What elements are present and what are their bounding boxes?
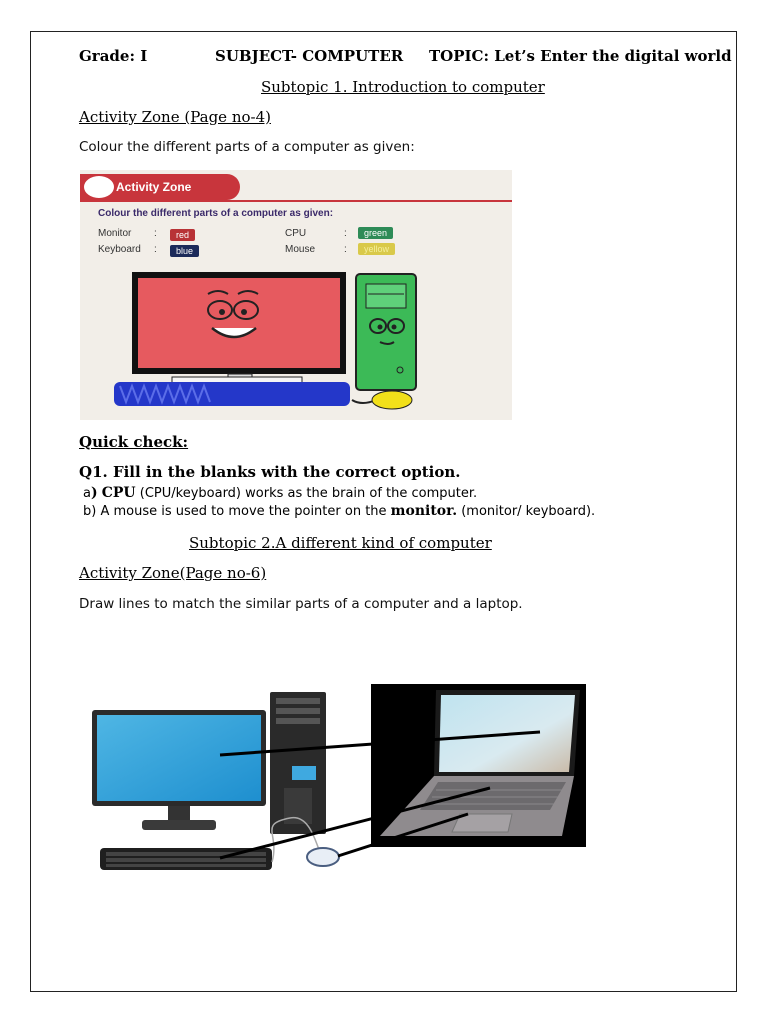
q1a-prefix: a — [83, 486, 91, 501]
topic-label: TOPIC: Let’s Enter the digital world — [429, 47, 732, 65]
grade-label: Grade: I — [79, 47, 148, 65]
q1b-rest: (monitor/ keyboard). — [457, 504, 596, 519]
activity1-instruction: Colour the different parts of a computer as given: — [79, 139, 415, 155]
cpu-drive-bay — [366, 284, 406, 308]
legend-monitor-chip: red — [170, 229, 195, 241]
q1b-prefix: b) A mouse is used to move the pointer on the — [83, 504, 391, 519]
legend-keyboard-chip: blue — [170, 245, 199, 257]
legend-keyboard-label: Keyboard — [98, 244, 141, 255]
activity-zone-photo — [80, 170, 512, 420]
tower-display — [292, 766, 316, 780]
tower-drive-2 — [276, 708, 320, 714]
subtopic1-title: Subtopic 1. Introduction to computer — [261, 78, 545, 96]
q1-question: Q1. Fill in the blanks with the correct option. — [79, 463, 461, 481]
q1a-rest: (CPU/keyboard) works as the brain of the computer. — [135, 486, 478, 501]
desktop-monitor-base — [142, 820, 216, 830]
activity2-instruction: Draw lines to match the similar parts of a computer and a laptop. — [79, 596, 523, 612]
cpu-pupil-left — [378, 325, 383, 330]
q1b-answer: monitor. — [390, 503, 458, 519]
q1a-bracket: ) — [90, 485, 98, 501]
subtopic2-title: Subtopic 2.A different kind of computer — [189, 534, 492, 552]
monitor-pupil-right — [241, 309, 247, 315]
legend-cpu-label: CPU — [285, 228, 307, 239]
legend-cpu-chip: green — [358, 227, 393, 239]
activity-zone-banner: Activity Zone — [80, 174, 240, 200]
coloured-computer-drawing — [80, 170, 512, 420]
legend-mouse-label: Mouse — [285, 244, 316, 255]
activity-zone1-title: Activity Zone (Page no-4) — [79, 108, 271, 126]
desktop-mouse — [307, 848, 339, 866]
quick-check-title: Quick check: — [79, 433, 189, 451]
legend-monitor-label: Monitor — [98, 228, 132, 239]
activity-zone2-title: Activity Zone(Page no-6) — [79, 564, 267, 582]
monitor-pupil-left — [219, 309, 225, 315]
desktop-monitor-neck — [168, 806, 190, 820]
legend-colon: : — [154, 228, 157, 239]
desktop-monitor-screen — [97, 715, 261, 801]
tower-drive-3 — [276, 718, 320, 724]
legend-colon: : — [154, 244, 157, 255]
laptop-keyboard — [420, 782, 566, 810]
subject-label: SUBJECT- COMPUTER — [215, 47, 404, 65]
q1-answer-b — [83, 503, 595, 519]
cpu-pupil-right — [392, 325, 397, 330]
monitor-screen-red — [138, 278, 340, 368]
legend-colon: : — [344, 228, 347, 239]
q1a-answer: CPU — [101, 485, 136, 501]
mouse-yellow — [372, 391, 412, 409]
q1-answer-a — [83, 485, 477, 501]
tower-drive-1 — [276, 698, 320, 704]
desktop-keyboard-keys — [106, 852, 266, 867]
legend-colon: : — [344, 244, 347, 255]
photo-instruction: Colour the different parts of a computer as given: — [98, 208, 334, 219]
computer-laptop-matching-picture — [80, 684, 590, 876]
legend-mouse-chip: yellow — [358, 243, 395, 255]
